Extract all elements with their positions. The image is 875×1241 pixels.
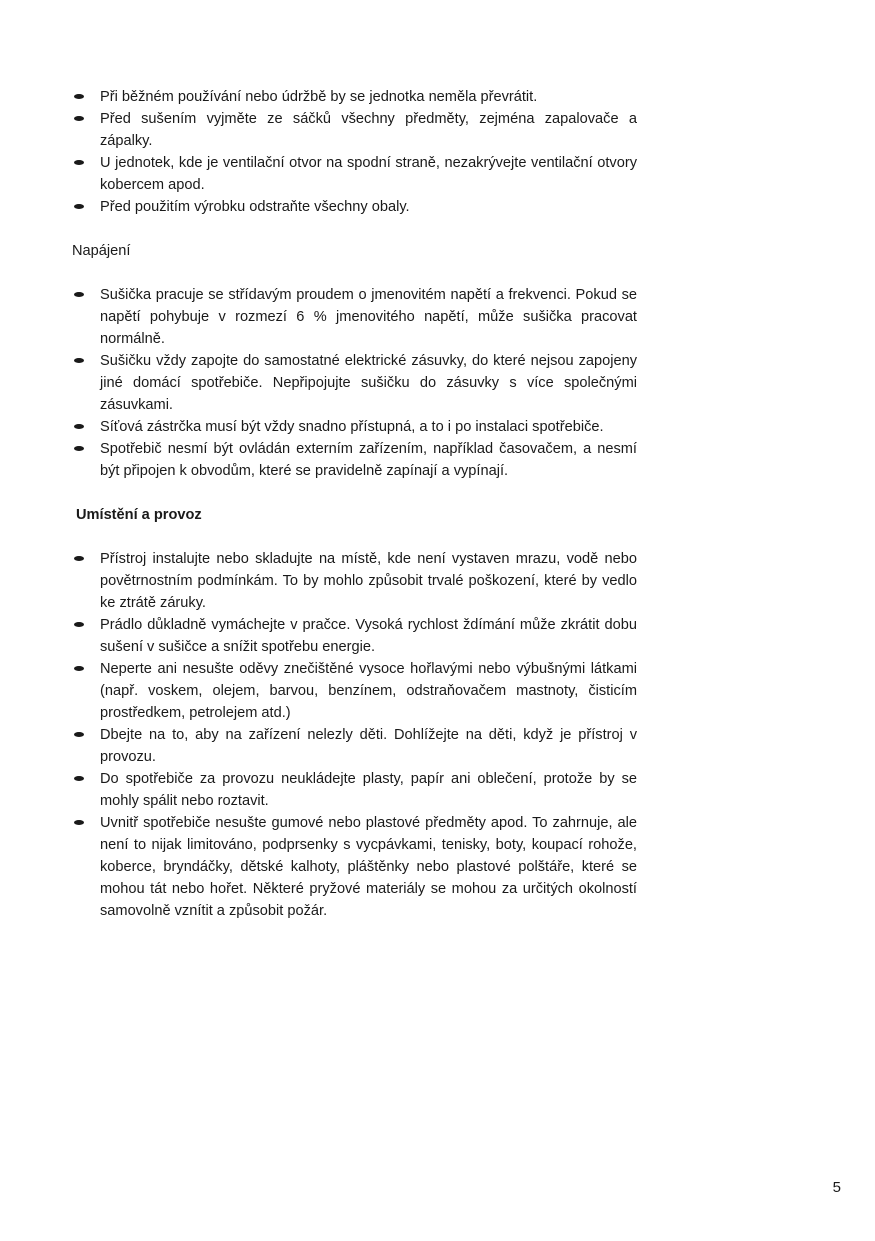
list-item (72, 658, 637, 724)
section-heading-placement: Umístění a provoz (76, 507, 202, 523)
list-item-text: Před použitím výrobku odstraňte všechny obaly. (100, 199, 410, 215)
bullet-icon (74, 446, 84, 451)
list-item (72, 196, 637, 218)
bullet-icon (74, 556, 84, 561)
bullet-icon (74, 820, 84, 825)
bullet-icon (74, 424, 84, 429)
list-item-text: Dbejte na to, aby na zařízení nelezly děti. Dohlížejte na děti, když je přístroj v provozu. (100, 727, 637, 765)
list-item-text: Uvnitř spotřebiče nesušte gumové nebo plastové předměty apod. To zahrnuje, ale není to nijak limitováno, podprsenky s vycpávkami, tenisky, boty, koupací rohože, koberce, bryndáčky, dětské kalhoty, pláštěnky nebo plastové polštáře, které se mohou tát nebo hořet. Některé pryžové materiály se mohou za určitých okolností samovolně vznítit a způsobit požár. (100, 815, 637, 919)
bullet-icon (74, 622, 84, 627)
list-item (72, 350, 637, 416)
list-item (72, 548, 637, 614)
list-item-text: Při běžném používání nebo údržbě by se jednotka neměla převrátit. (100, 89, 538, 105)
list-item-text: Neperte ani nesušte oděvy znečištěné vysoce hořlavými nebo výbušnými látkami (např. voskem, olejem, barvou, benzínem, odstraňovačem mastnoty, čisticím prostředkem, petrolejem atd.) (100, 661, 637, 721)
list-item-text: Sušičku vždy zapojte do samostatné elektrické zásuvky, do které nejsou zapojeny jiné domácí spotřebiče. Nepřipojujte sušičku do zásuvky s více společnými zásuvkami. (100, 353, 637, 413)
list-item-text: Prádlo důkladně vymáchejte v pračce. Vysoká rychlost ždímání může zkrátit dobu sušení v sušičce a snížit spotřebu energie. (100, 617, 637, 655)
bullet-icon (74, 116, 84, 121)
list-item (72, 86, 637, 108)
list-item-text: Síťová zástrčka musí být vždy snadno přístupná, a to i po instalaci spotřebiče. (100, 419, 604, 435)
list-item-text: Přístroj instalujte nebo skladujte na místě, kde není vystaven mrazu, vodě nebo povětrnostním podmínkám. To by mohlo způsobit trvalé poškození, které by vedlo ke ztrátě záruky. (100, 551, 637, 611)
bullet-icon (74, 666, 84, 671)
list-item (72, 768, 637, 812)
bullet-icon (74, 776, 84, 781)
list-item-text: Spotřebič nesmí být ovládán externím zařízením, například časovačem, a nesmí být připojen k obvodům, které se pravidelně zapínají a vypínají. (100, 441, 637, 479)
bullet-icon (74, 292, 84, 297)
bullet-icon (74, 160, 84, 165)
list-item-text: Před sušením vyjměte ze sáčků všechny předměty, zejména zapalovače a zápalky. (100, 111, 637, 149)
list-item (72, 284, 637, 350)
list-item-text: Sušička pracuje se střídavým proudem o jmenovitém napětí a frekvenci. Pokud se napětí pohybuje v rozmezí 6 % jmenovitého napětí, může sušička pracovat normálně. (100, 287, 637, 347)
bullet-icon (74, 732, 84, 737)
list-item-text: Do spotřebiče za provozu neukládejte plasty, papír ani oblečení, protože by se mohly spálit nebo roztavit. (100, 771, 637, 809)
list-item (72, 614, 637, 658)
list-item (72, 438, 637, 482)
page-number: 5 (832, 1179, 841, 1196)
bullet-icon (74, 204, 84, 209)
list-item (72, 152, 637, 196)
placement-bullet-list (72, 548, 637, 922)
list-item (72, 724, 637, 768)
bullet-icon (74, 358, 84, 363)
list-item (72, 812, 637, 922)
page-content (72, 86, 637, 922)
intro-bullet-list (72, 86, 637, 218)
list-item (72, 108, 637, 152)
list-item (72, 416, 637, 438)
list-item-text: U jednotek, kde je ventilační otvor na spodní straně, nezakrývejte ventilační otvory kobercem apod. (100, 155, 637, 193)
section-heading-power: Napájení (72, 243, 131, 259)
bullet-icon (74, 94, 84, 99)
power-bullet-list (72, 284, 637, 482)
